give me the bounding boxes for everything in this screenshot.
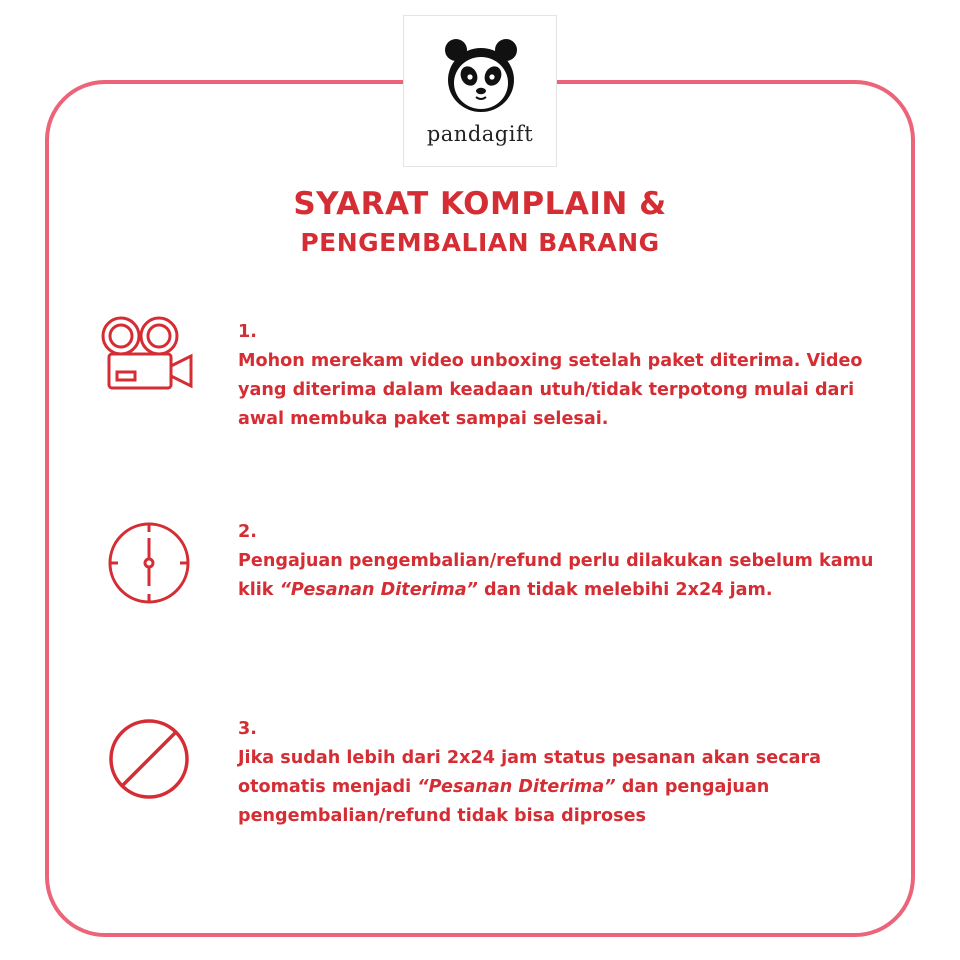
item-number: 1. (238, 322, 257, 342)
list-item-3 (238, 715, 878, 831)
item-text: Mohon merekam video unboxing setelah paket diterima. Video yang diterima dalam keadaan utuh/tidak terpotong mulai dari awal membuka paket sampai selesai. (238, 351, 863, 429)
page-subtitle: PENGEMBALIAN BARANG (300, 228, 660, 257)
item-emphasis: “Pesanan Diterima” (417, 777, 616, 797)
item-text-part: dan pengajuan pengembalian/refund tidak bisa diproses (238, 777, 770, 826)
list-item-2 (238, 518, 878, 605)
item-text (238, 744, 878, 831)
video-camera-icon (95, 314, 195, 394)
item-text-part: Jika sudah lebih dari 2x24 jam status pesanan akan secara otomatis menjadi (238, 748, 822, 797)
brand-logo (403, 15, 557, 167)
page-title: SYARAT KOMPLAIN & (293, 186, 667, 222)
prohibited-icon (106, 716, 192, 802)
clock-icon (106, 520, 192, 606)
brand-name: pandagift (426, 122, 534, 146)
item-text-part: dan tidak melebihi 2x24 jam. (477, 580, 773, 600)
item-text (238, 547, 878, 605)
panda-icon (444, 36, 518, 118)
item-number: 2. (238, 522, 257, 542)
item-text-part: Pengajuan pengembalian/refund perlu dilakukan sebelum kamu klik (238, 551, 874, 600)
item-number: 3. (238, 719, 257, 739)
list-item-1 (238, 318, 878, 434)
item-emphasis: “Pesanan Diterima” (279, 580, 478, 600)
